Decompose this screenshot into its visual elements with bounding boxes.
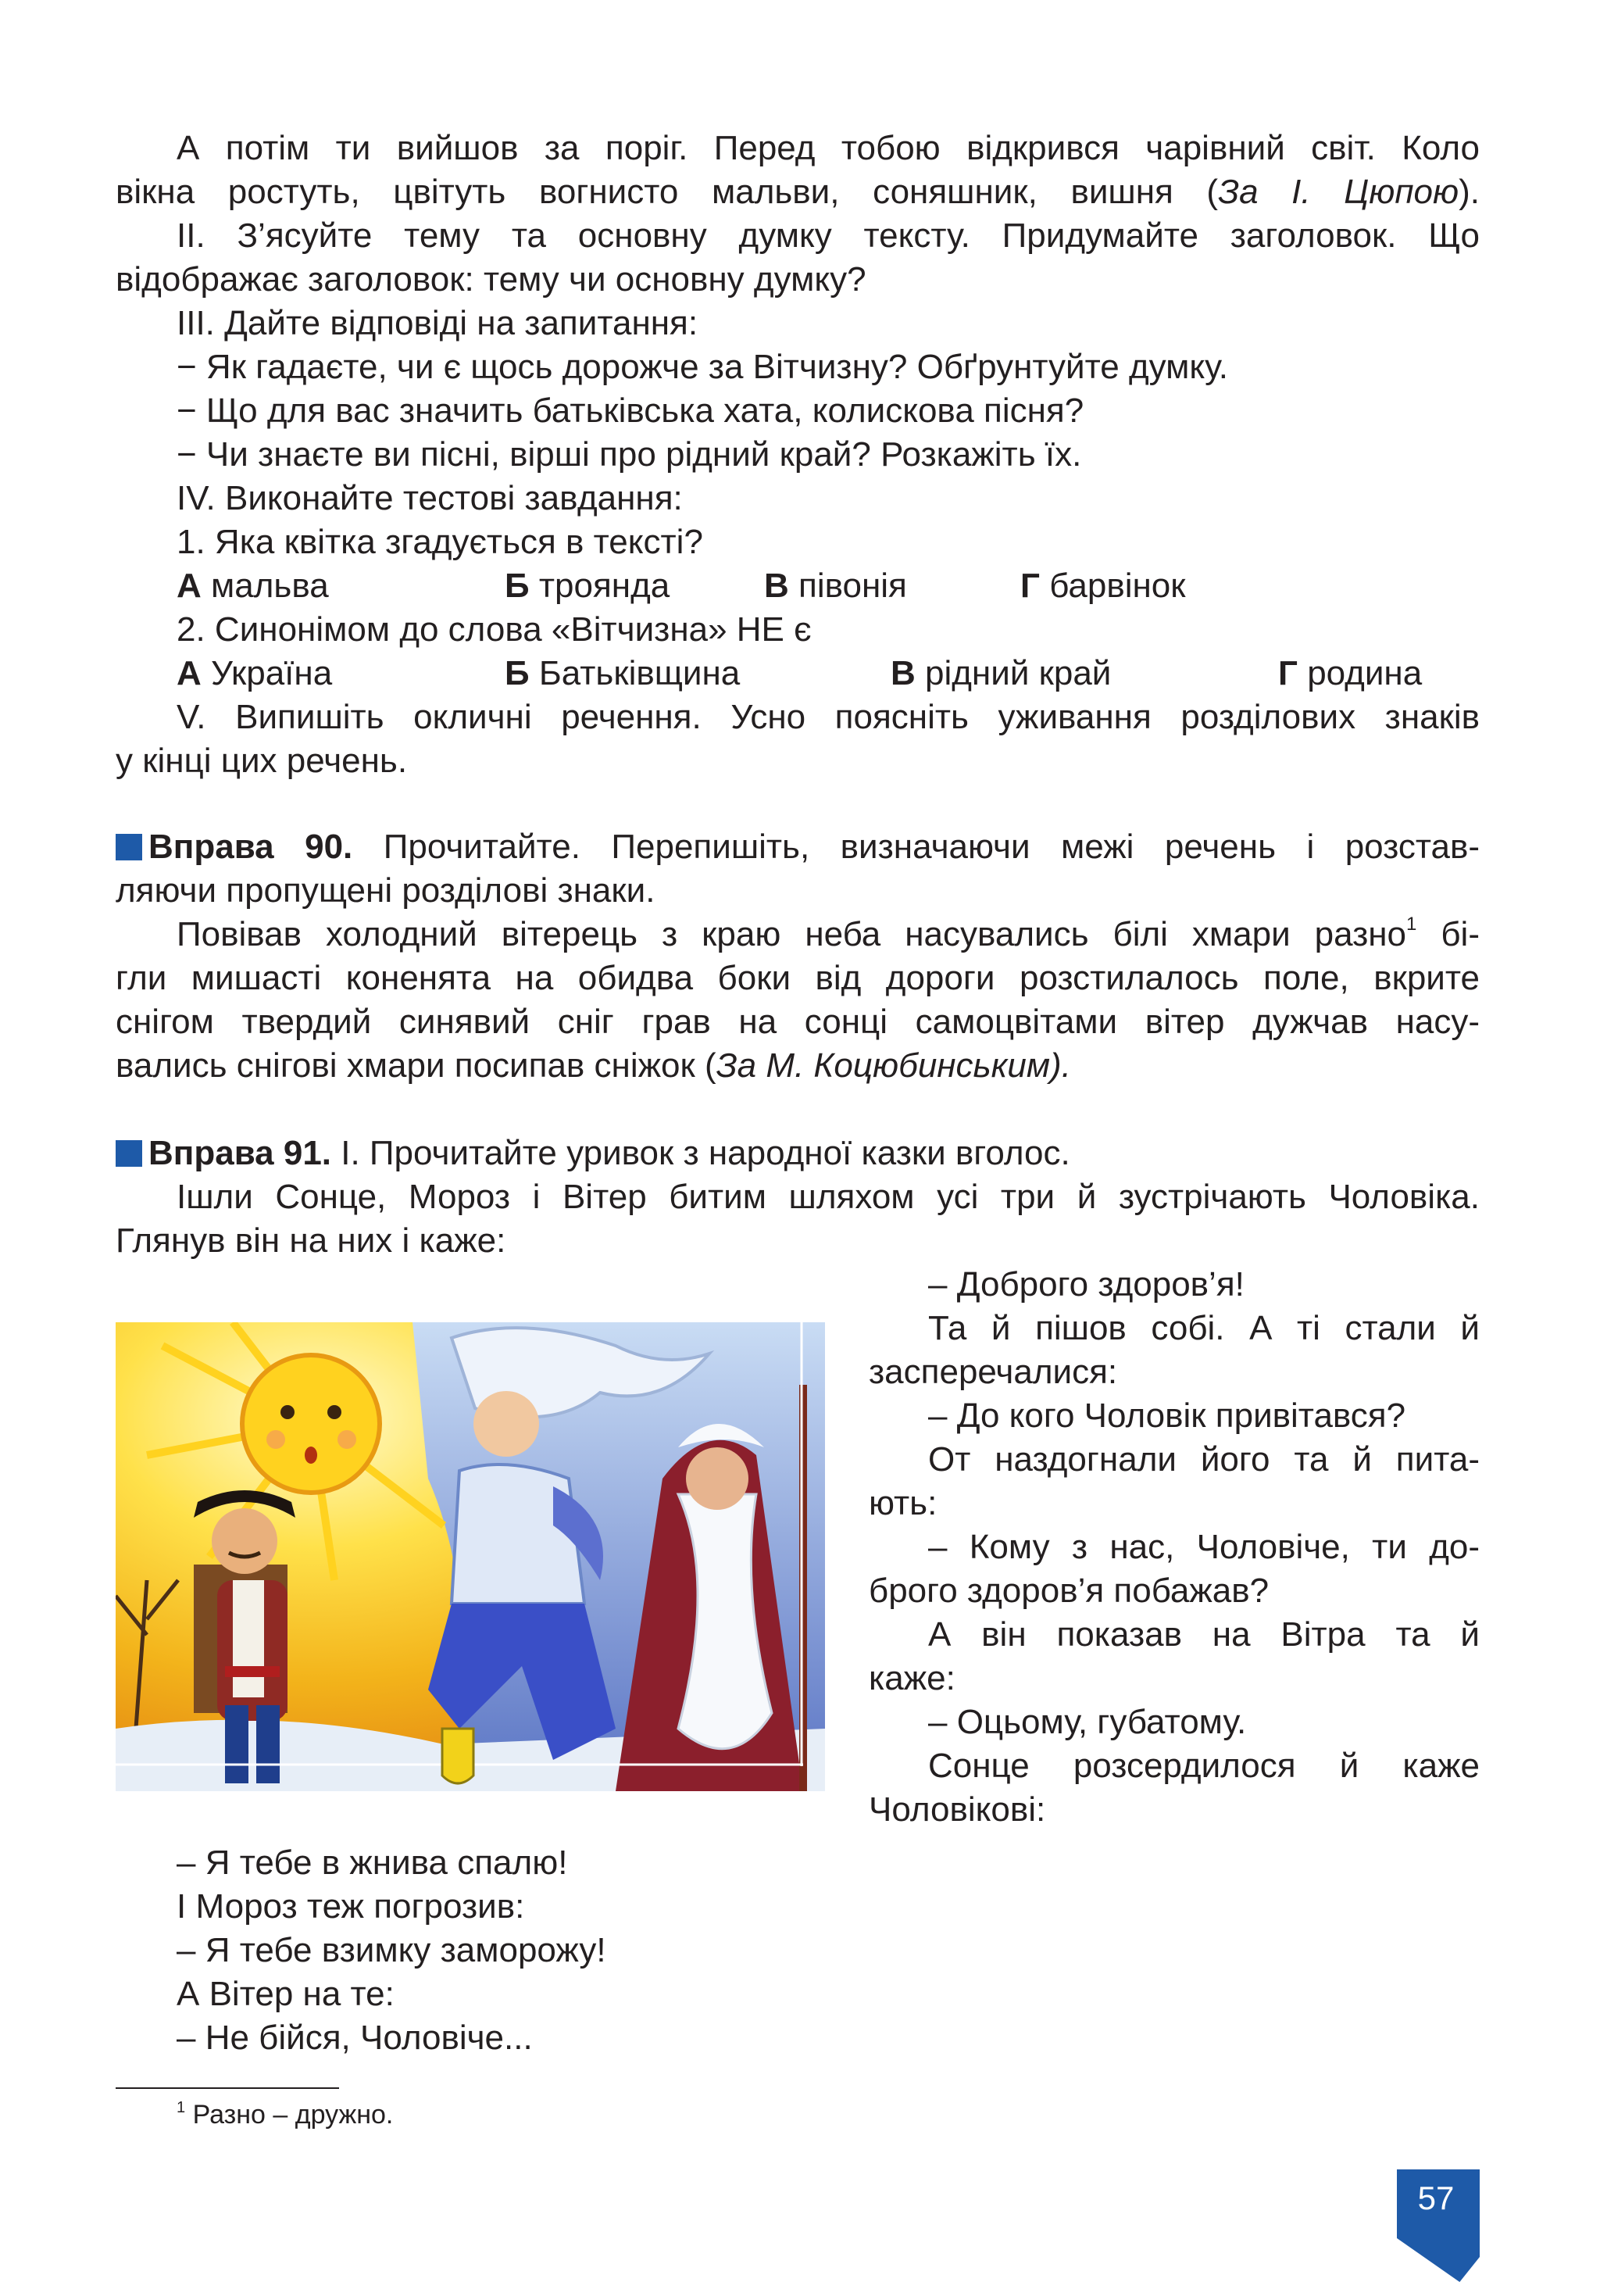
tale-col-line-7: – Кому з нас, Чоловіче, ти до-	[928, 1528, 1480, 1566]
test1-option-d: Г барвінок	[1020, 567, 1186, 605]
tale-lower-line-4: А Вітер на те:	[177, 1975, 395, 2013]
test2-option-c: В рідний край	[891, 654, 1112, 692]
test-question-2: 2. Синонімом до слова «Вітчизна» НЕ є	[177, 610, 812, 649]
task2-line-1: ІІ. З’ясуйте тему та основну думку тексту. Придумайте заголовок. Що	[177, 216, 1480, 255]
test2-option-d: Г родина	[1278, 654, 1423, 692]
exercise-90-text-line-3: снігом твердий синявий сніг грав на сонці самоцвітами вітер дужчав насу-	[116, 1003, 1480, 1041]
tale-lower-line-2: І Мороз теж погрозив:	[177, 1887, 525, 1926]
intro-text: вікна ростуть, цвітуть вогнисто мальви, соняшник, вишня (	[116, 173, 1219, 211]
tale-line-2: Глянув він на них і каже:	[116, 1221, 506, 1260]
task5-line-2: у кінці цих речень.	[116, 742, 408, 780]
task3-title: ІІІ. Дайте відповіді на запитання:	[177, 304, 698, 342]
tale-line-1: Ішли Сонце, Мороз і Вітер битим шляхом усі три й зустрічають Чоловіка.	[177, 1178, 1480, 1216]
exercise-marker-icon	[116, 834, 142, 860]
test1-option-b: Б троянда	[505, 567, 670, 605]
intro-text-end: ).	[1459, 173, 1480, 211]
tale-col-line-5: От наздогнали його та й пита-	[928, 1440, 1480, 1479]
task2-line-2: відображає заголовок: тему чи основну думку?	[116, 260, 866, 299]
tale-col-line-6: ють:	[869, 1484, 938, 1522]
task5-line-1: V. Випишіть окличні речення. Усно поясніть уживання розділових знаків	[177, 698, 1480, 736]
task3-question-2: − Що для вас значить батьківська хата, колискова пісня?	[177, 392, 1084, 430]
test2-option-a: А Україна	[177, 654, 333, 692]
intro-line-1: А потім ти вийшов за поріг. Перед тобою відкрився чарівний світ. Коло	[177, 129, 1480, 167]
tale-col-line-9: А він показав на Вітра та й	[928, 1615, 1480, 1654]
exercise-90-heading	[116, 825, 1480, 869]
page-number: 57	[1417, 2180, 1455, 2216]
exercise-90-task: Прочитайте. Перепишіть, визначаючи межі речень і розстав-	[352, 828, 1480, 866]
test1-option-a: А мальва	[177, 567, 329, 605]
exercise-90-text-line-2: гли мишасті коненята на обидва боки від дороги розстилалось поле, вкрите	[116, 959, 1480, 997]
intro-line-2	[116, 170, 1480, 214]
exercise-91-task: І. Прочитайте уривок з народної казки вголос.	[331, 1134, 1070, 1172]
exercise-90-text-line-4: вались снігові хмари посипав сніжок (За М. Коцюбинським).	[116, 1046, 1071, 1085]
tale-lower-line-3: – Я тебе взимку заморожу!	[177, 1931, 606, 1969]
test2-option-b: Б Батьківщина	[505, 654, 741, 692]
exercise-90-label: Вправа 90.	[148, 828, 353, 866]
tale-col-line-3: засперечалися:	[869, 1353, 1118, 1391]
tale-col-line-8: брого здоров’я побажав?	[869, 1572, 1270, 1610]
tale-col-line-13: Чоловікові:	[869, 1790, 1046, 1829]
exercise-90-text-line-1: Повівав холодний вітерець з краю неба насувались білі хмари разно$^1$ бі-	[177, 914, 1480, 953]
sun-face-icon	[242, 1355, 380, 1493]
footnote-divider	[116, 2087, 339, 2089]
tale-col-line-2: Та й пішов собі. А ті стали й	[928, 1309, 1480, 1347]
tale-lower-line-1: – Я тебе в жнива спалю!	[177, 1844, 568, 1882]
tale-lower-line-5: – Не бійся, Чоловіче...	[177, 2019, 533, 2057]
intro-source: За І. Цюпою	[1218, 173, 1459, 211]
tale-illustration	[116, 1322, 825, 1791]
task3-question-3: − Чи знаєте ви пісні, вірші про рідний край? Розкажіть їх.	[177, 435, 1082, 474]
tale-col-line-12: Сонце розсердилося й каже	[928, 1747, 1480, 1785]
footnote: $^1$ Разно – дружно.	[177, 2099, 394, 2130]
exercise-90-task-line-2: ляючи пропущені розділові знаки.	[116, 871, 655, 910]
exercise-91-heading	[116, 1132, 1480, 1175]
test1-option-c: В півонія	[764, 567, 907, 605]
task4-title: ІV. Виконайте тестові завдання:	[177, 479, 683, 517]
tale-col-line-1: – Доброго здоров’я!	[928, 1265, 1245, 1304]
emblem-icon	[442, 1729, 473, 1783]
tale-col-line-4: – До кого Чоловік привітався?	[928, 1397, 1406, 1435]
exercise-91-label: Вправа 91.	[148, 1134, 332, 1172]
task3-question-1: − Як гадаєте, чи є щось дорожче за Вітчизну? Обґрунтуйте думку.	[177, 348, 1228, 386]
tale-col-line-11: – Оцьому, губатому.	[928, 1703, 1247, 1741]
tale-col-line-10: каже:	[869, 1659, 955, 1697]
test-question-1: 1. Яка квітка згадується в тексті?	[177, 523, 703, 561]
exercise-marker-icon	[116, 1140, 142, 1167]
exercise-90-source: За М. Коцюбинським).	[716, 1046, 1071, 1085]
footnote-marker: 1	[1406, 914, 1417, 935]
